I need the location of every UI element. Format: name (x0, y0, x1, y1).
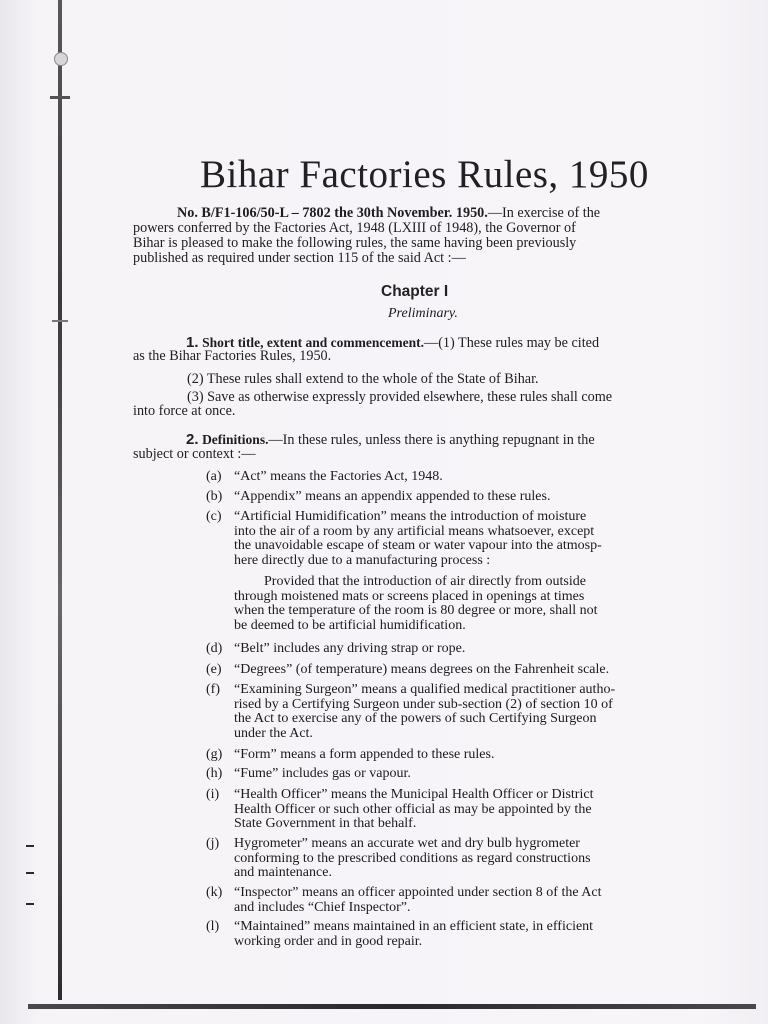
binding-knob (54, 52, 68, 66)
item-line: “Artificial Humidification” means the introduction of moisture (234, 509, 587, 524)
item-label: (c) (206, 509, 222, 524)
item-label: (e) (206, 662, 222, 677)
item-label: (g) (206, 747, 223, 762)
item-line: and maintenance. (234, 865, 332, 880)
preamble-line: powers conferred by the Factories Act, 1948 (LXIII of 1948), the Governor of (133, 220, 576, 236)
rule-line: (2) These rules shall extend to the whole of the State of Bihar. (187, 371, 539, 387)
item-line: “Health Officer” means the Municipal Health Officer or District (234, 787, 594, 802)
item-line: “Belt” includes any driving strap or rope. (234, 641, 466, 656)
chapter-heading: Chapter I (381, 283, 449, 300)
margin-tick (26, 903, 34, 905)
item-line: rised by a Certifying Surgeon under sub-section (2) of section 10 of (234, 696, 613, 712)
item-label: (a) (206, 469, 222, 484)
item-line: be deemed to be artificial humidification. (234, 617, 466, 633)
item-line: into the air of a room by any artificial means whatsoever, except (234, 523, 595, 539)
item-label: (j) (206, 836, 220, 851)
margin-tick (26, 845, 34, 847)
item-line: conforming to the prescribed conditions as regard constructions (234, 850, 591, 866)
item-line: and includes “Chief Inspector”. (234, 899, 411, 915)
item-line: the Act to exercise any of the powers of such Certifying Surgeon (234, 711, 597, 726)
item-line: through moistened mats or screens placed in openings at times (234, 588, 585, 604)
item-line: “Form” means a form appended to these rules. (234, 747, 495, 762)
item-label: (i) (206, 787, 220, 802)
rule-line: subject or context :— (133, 446, 256, 462)
preamble-line: published as required under section 115 of the said Act :— (133, 250, 466, 266)
rule-line: —In these rules, unless there is anything repugnant in the (268, 432, 595, 448)
rule-heading: Short title, extent and commencement. (202, 335, 425, 350)
rule-line: as the Bihar Factories Rules, 1950. (133, 348, 332, 364)
item-label: (k) (206, 885, 223, 900)
rule-line: —(1) These rules may be cited (424, 335, 600, 351)
item-label: (d) (206, 641, 223, 656)
binding-rule (56, 0, 66, 1000)
item-label: (b) (206, 489, 223, 504)
rule-line: into force at once. (133, 403, 236, 419)
binding-shaft (58, 0, 62, 1000)
item-line: Health Officer or such other official as may be appointed by the (234, 801, 592, 817)
item-line: here directly due to a manufacturing process : (234, 552, 491, 568)
preamble-first-line (177, 206, 600, 221)
margin-tick (26, 872, 34, 874)
item-line: Provided that the introduction of air directly from outside (264, 574, 586, 589)
item-line: the unavoidable escape of steam or water vapour into the atmosp- (234, 538, 602, 553)
preamble-line: —In exercise of the (487, 205, 601, 221)
item-line: “Degrees” (of temperature) means degrees on the Fahrenheit scale. (234, 662, 610, 677)
item-label: (l) (206, 919, 220, 934)
bottom-rule (28, 1004, 756, 1009)
item-line: “Maintained” means maintained in an efficient state, in efficient (234, 919, 594, 934)
item-line: “Examining Surgeon” means a qualified medical practitioner autho- (234, 682, 616, 697)
rule-number: 2. (186, 431, 199, 448)
binding-crossbar (50, 96, 70, 99)
item-label: (f) (206, 682, 220, 697)
item-label: (h) (206, 766, 223, 781)
preamble-line: Bihar is pleased to make the following rules, the same having been previously (133, 235, 577, 251)
chapter-subtitle: Preliminary. (388, 306, 458, 321)
document-title: Bihar Factories Rules, 1950 (200, 153, 649, 196)
notification-number: No. B/F1-106/50-L – 7802 the 30th November. 1950. (177, 205, 488, 221)
binding-crossbar-lower (52, 320, 68, 322)
item-line: Hygrometer” means an accurate wet and dry bulb hygrometer (234, 836, 580, 851)
item-line: “Fume” includes gas or vapour. (234, 766, 411, 781)
item-line: when the temperature of the room is 80 degree or more, shall not (234, 603, 598, 618)
item-line: working order and in good repair. (234, 933, 423, 949)
rule-line: (3) Save as otherwise expressly provided elsewhere, these rules shall come (187, 389, 613, 405)
item-line: State Government in that behalf. (234, 816, 417, 831)
item-line: “Inspector” means an officer appointed under section 8 of the Act (234, 885, 602, 900)
item-line: “Act” means the Factories Act, 1948. (234, 469, 443, 484)
rule-number: 1. (186, 334, 199, 351)
item-line: “Appendix” means an appendix appended to these rules. (234, 489, 551, 504)
item-line: under the Act. (234, 725, 313, 741)
rule-heading: Definitions. (202, 432, 269, 447)
